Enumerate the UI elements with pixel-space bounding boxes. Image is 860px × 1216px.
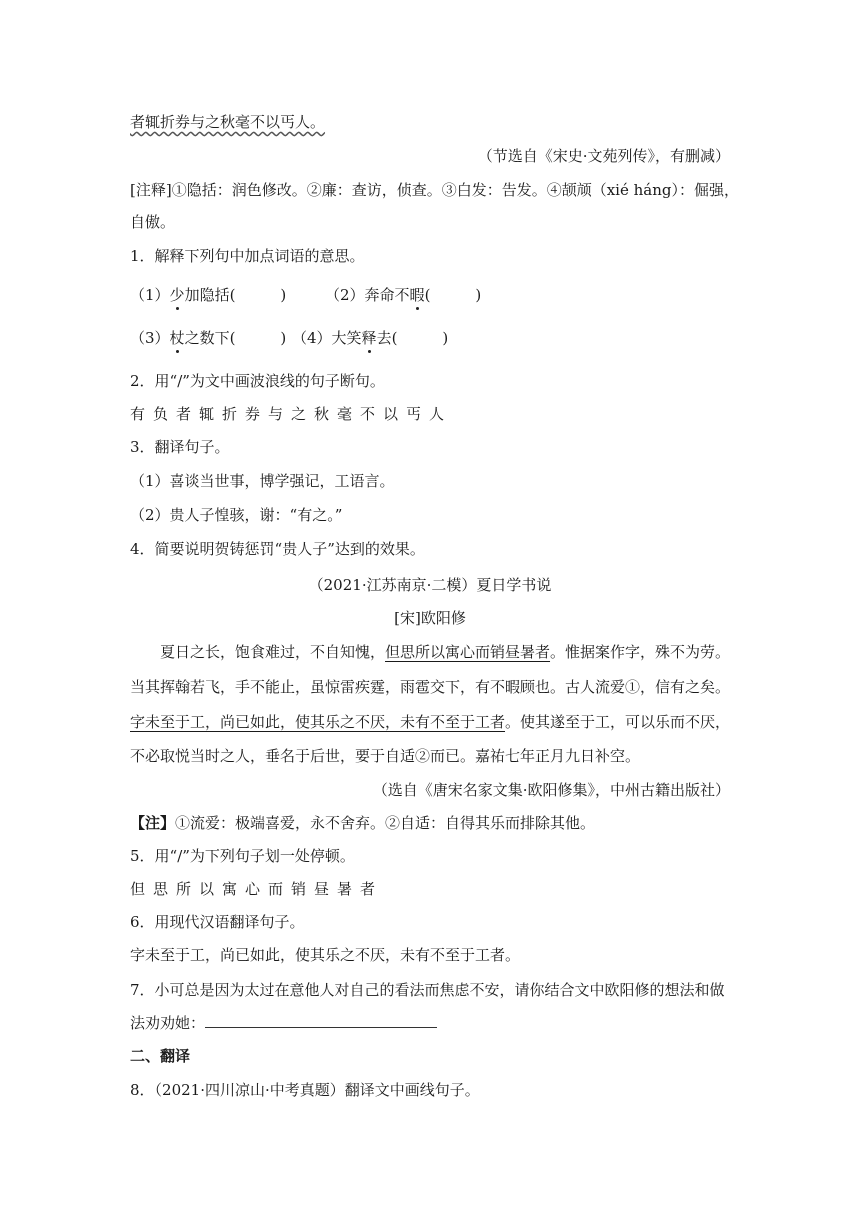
- question-6-sentence: 字未至于工，尚已如此，使其乐之不厌，未有不至于工者。: [130, 946, 521, 964]
- question-8: 8．（2021·四川凉山·中考真题）翻译文中画线句子。: [130, 1081, 480, 1099]
- question-1-item-3: （3）杖之数下( ): [130, 329, 287, 347]
- dotted-word: 释: [361, 329, 377, 347]
- section-heading: 二、翻译: [130, 1047, 191, 1065]
- question-1-item-2: （2）奔命不暇( ): [325, 286, 482, 304]
- question-7-line-1: 7．小可总是因为太过在意他人对自己的看法而焦虑不安，请你结合文中欧阳修的想法和做: [130, 981, 725, 999]
- question-3-item-1: （1）喜谈当世事，博学强记，工语言。: [130, 472, 395, 490]
- annotation-line-1: [注释]①隐括：润色修改。②廉：查访，侦查。③白发：告发。④颉颃（xié háng）：倔强，: [130, 181, 739, 199]
- passage-para-line-4: 不必取悦当时之人，垂名于后世，要于自适②而已。嘉祐七年正月九日补空。: [130, 747, 641, 765]
- question-4: 4．简要说明贺铸惩罚“贵人子”达到的效果。: [130, 540, 425, 558]
- question-3: 3．翻译句子。: [130, 438, 230, 456]
- passage-para-line-1: 夏日之长，饱食难过，不自知愧，但思所以寓心而销昼暑者。惟据案作字，殊不为劳。: [160, 643, 731, 661]
- passage-note: 【注】①流爱：极端喜爱，永不舍弃。②自适：自得其乐而排除其他。: [130, 814, 596, 832]
- passage-source: （选自《唐宋名家文集·欧阳修集》，中州古籍出版社）: [372, 781, 730, 799]
- question-5-sentence: 但思所以寓心而销昼暑者: [130, 880, 384, 898]
- passage-tail-line: 者辄折券与之秋毫不以丐人。: [130, 113, 326, 131]
- question-5: 5．用“/”为下列句子划一处停顿。: [130, 847, 355, 865]
- dotted-word: 少: [169, 286, 185, 304]
- question-2-sentence: 有负者辄折券与之秋毫不以丐人: [130, 405, 453, 423]
- question-1-item-1: （1）少加隐括( ): [130, 286, 287, 304]
- question-1: 1．解释下列句中加点词语的意思。: [130, 247, 365, 265]
- question-1-item-4: （4）大笑释去( ): [292, 329, 449, 347]
- underlined-sentence: 但思所以寓心而销昼暑者: [385, 643, 551, 661]
- source-note: （节选自《宋史·文苑列传》，有删减）: [477, 147, 730, 165]
- passage-title: （2021·江苏南京·二模）夏日学书说: [308, 576, 552, 594]
- answer-blank[interactable]: [205, 1013, 437, 1028]
- dotted-word: 杖: [169, 329, 185, 347]
- passage-para-line-2: 当其挥翰若飞，手不能止，虽惊雷疾霆，雨雹交下，有不暇顾也。古人流爱①，信有之矣。: [130, 678, 731, 696]
- underlined-sentence: 字未至于工，尚已如此，使其乐之不厌，未有不至于工者: [130, 713, 506, 731]
- question-7-line-2: 法劝劝她：: [130, 1013, 437, 1033]
- question-3-item-2: （2）贵人子惶骇，谢：“有之。”: [130, 506, 343, 524]
- annotation-line-2: 自傲。: [130, 213, 176, 231]
- passage-para-line-3: 字未至于工，尚已如此，使其乐之不厌，未有不至于工者。使其遂至于工，可以乐而不厌，: [130, 713, 731, 731]
- dotted-word: 暇: [409, 286, 425, 304]
- passage-author: [宋]欧阳修: [394, 609, 466, 627]
- question-2: 2．用“/”为文中画波浪线的句子断句。: [130, 372, 385, 390]
- question-6: 6．用现代汉语翻译句子。: [130, 913, 305, 931]
